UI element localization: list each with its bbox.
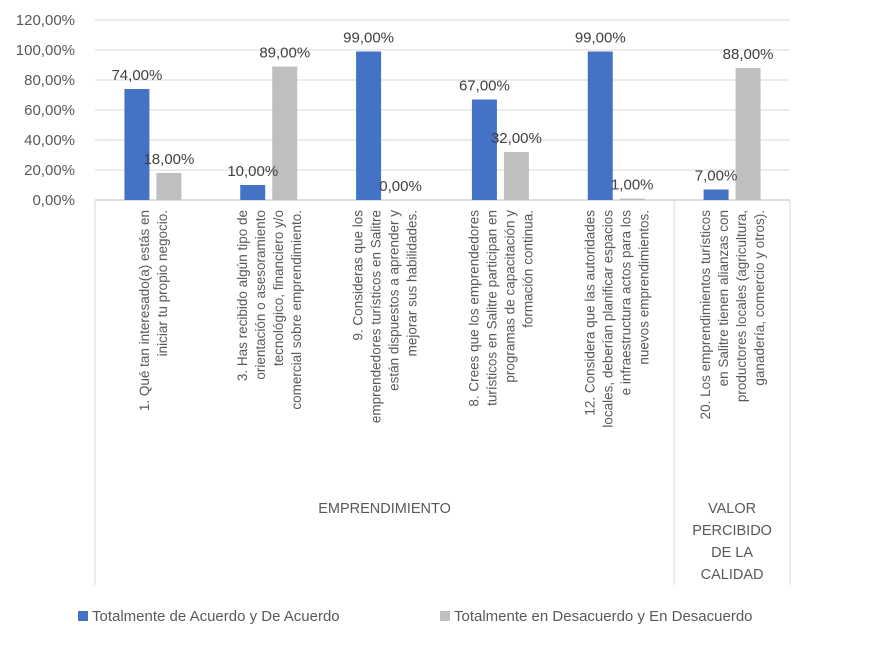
bar-desacuerdo <box>504 152 529 200</box>
category-label-line: productores locales (agricultura, <box>734 210 750 403</box>
category-label <box>698 210 767 420</box>
category-label-line: ganadería, comercio y otros). <box>752 210 768 386</box>
data-label: 99,00% <box>343 29 395 47</box>
category-label-line: 3. Has recibido algún tipo de <box>234 210 250 382</box>
bars <box>124 52 760 201</box>
data-label: 74,00% <box>111 67 163 84</box>
bar-acuerdo <box>588 52 613 201</box>
category-label-line: en Salitre tienen alianzas con <box>716 210 732 387</box>
category-label-line: turísticos en Salitre participan en <box>484 210 500 406</box>
data-label: 7,00% <box>694 167 738 185</box>
data-label: 32,00% <box>490 130 542 147</box>
data-label: 67,00% <box>458 77 510 95</box>
category-label-line: mejorar sus habilidades. <box>404 210 420 357</box>
y-tick-label: 60,00% <box>24 102 75 119</box>
bar-acuerdo <box>704 190 729 201</box>
category-label <box>466 210 535 407</box>
bar-acuerdo <box>472 100 497 201</box>
bar-acuerdo <box>356 52 381 201</box>
y-tick-label: 120,00% <box>15 12 75 29</box>
bar-acuerdo <box>240 185 265 200</box>
category-label-line: 1. Qué tan interesado(a) estás en <box>136 210 152 412</box>
group-label: EMPRENDIMIENTO <box>318 501 451 517</box>
category-label-line: formación continua. <box>520 210 536 328</box>
category-label <box>137 210 170 411</box>
group-label: CALIDAD <box>700 567 764 583</box>
data-label: 10,00% <box>227 163 279 180</box>
category-label <box>235 210 304 410</box>
legend-label: Totalmente de Acuerdo y De Acuerdo <box>92 608 340 625</box>
y-tick-label: 40,00% <box>24 132 75 149</box>
bar-desacuerdo <box>620 199 645 201</box>
category-label-line: orientación o asesoramiento <box>252 210 268 380</box>
category-label-line: programas de capacitación y <box>502 210 518 383</box>
legend <box>78 608 753 625</box>
category-label-line: locales, deberían planificar espacios <box>600 210 616 428</box>
y-tick-label: 0,00% <box>32 192 75 209</box>
category-label <box>351 210 420 423</box>
category-label-line: 9. Consideras que los <box>350 210 366 341</box>
y-axis <box>16 12 75 209</box>
category-label-line: están dispuestos a aprender y <box>386 210 402 391</box>
category-label <box>582 210 651 428</box>
gridlines <box>95 20 790 200</box>
category-label-line: nuevos emprendimientos. <box>636 210 652 365</box>
bar-desacuerdo <box>736 68 761 200</box>
data-label: 99,00% <box>574 29 626 47</box>
category-label-line: iniciar tu propio negocio. <box>154 210 170 357</box>
legend-swatch <box>78 611 88 621</box>
group-label: PERCIBIDO <box>692 523 772 539</box>
category-label-line: 20. Los emprendimientos turísticos <box>698 210 714 420</box>
category-label-line: comercial sobre emprendimiento. <box>288 210 304 410</box>
category-label-line: tecnológico, financiero y/o <box>270 210 286 367</box>
data-label: 88,00% <box>722 46 774 63</box>
legend-label: Totalmente en Desacuerdo y En Desacuerdo <box>454 608 753 625</box>
data-label: 89,00% <box>259 44 311 62</box>
y-tick-label: 80,00% <box>24 72 75 89</box>
y-tick-label: 100,00% <box>15 42 75 59</box>
group-label: VALOR <box>708 501 757 517</box>
category-label-line: 12. Considera que las autoridades <box>582 210 598 416</box>
legend-swatch <box>440 611 450 621</box>
group-label: DE LA <box>711 545 754 561</box>
category-label-line: emprendedores turísticos en Salitre <box>368 210 384 424</box>
data-label: 0,00% <box>379 178 422 195</box>
y-tick-label: 20,00% <box>24 162 75 179</box>
category-label-line: e infraestructura actos para los <box>618 210 634 396</box>
bar-acuerdo <box>124 89 149 200</box>
data-label: 18,00% <box>143 151 195 168</box>
x-axis <box>95 200 790 585</box>
data-label: 1,00% <box>610 176 654 194</box>
category-label-line: 8. Crees que los emprendedores <box>466 210 482 407</box>
bar-desacuerdo <box>156 173 181 200</box>
